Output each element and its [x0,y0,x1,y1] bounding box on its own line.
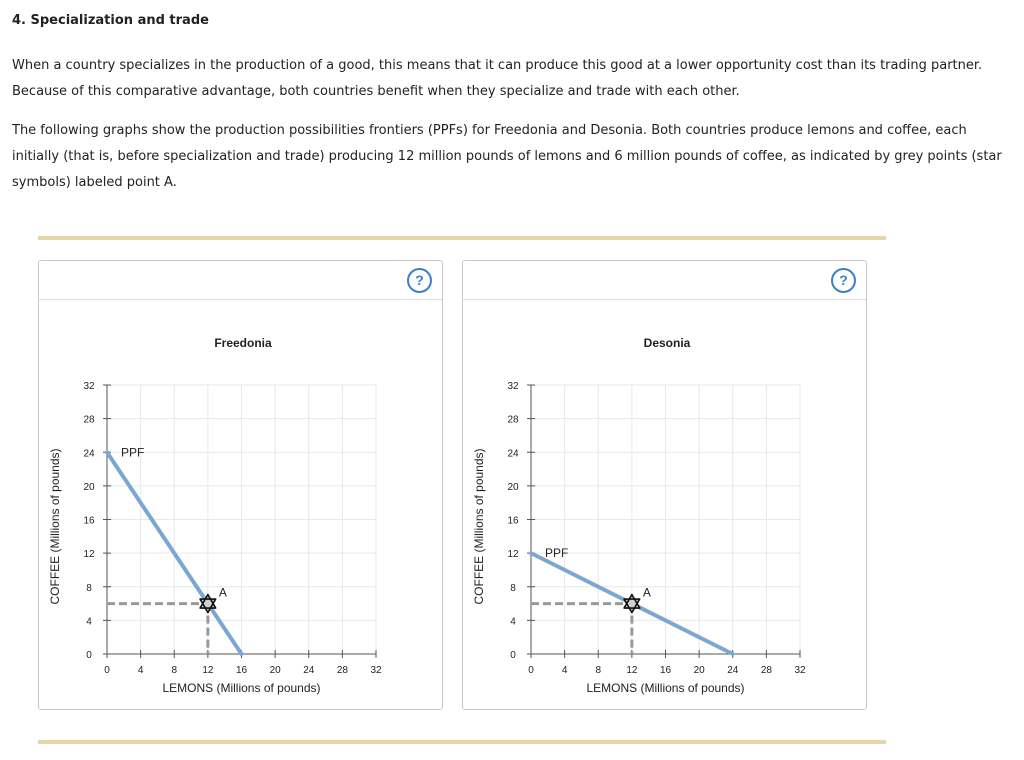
x-tick-label: 20 [693,665,705,676]
desonia-graph-panel [462,260,867,710]
x-tick-label: 12 [202,665,214,676]
point-a-label: A [642,585,651,600]
chart-title: Freedonia [214,336,272,350]
help-icon[interactable]: ? [407,268,432,293]
question-title: 4. Specialization and trade [12,13,209,28]
x-tick-label: 16 [235,665,248,676]
panel-header [463,261,866,300]
desonia-chart[interactable] [463,301,866,706]
chart-title: Desonia [643,336,691,350]
x-tick-label: 0 [104,665,110,676]
y-axis-label: COFFEE (Millions of pounds) [48,448,62,605]
x-tick-label: 28 [760,665,772,676]
x-tick-label: 8 [595,665,602,676]
x-axis-label: LEMONS (Millions of pounds) [586,681,745,695]
x-tick-label: 24 [727,665,739,676]
y-tick-label: 16 [507,515,519,527]
x-tick-label: 4 [137,665,144,676]
freedonia-graph-panel [38,260,443,710]
x-tick-label: 4 [561,665,568,676]
y-tick-label: 20 [507,481,519,493]
y-tick-label: 28 [507,414,519,426]
y-tick-label: 12 [507,549,519,561]
y-tick-label: 16 [83,515,95,527]
top-divider [38,236,886,240]
y-tick-label: 20 [83,481,95,493]
point-a-star-marker [624,595,640,613]
graph-description-paragraph: The following graphs show the production possibilities frontiers (PPFs) for Freedonia and Desonia. Both countries produce lemons and coffee, each initially (that is, before specialization and trade) producing 12 million pounds of lemons and 6 million pounds of coffee, as indicated by grey points (star symbols) labeled point A. [12,123,1002,190]
y-axis-label: COFFEE (Millions of pounds) [472,448,486,605]
x-tick-label: 0 [528,665,534,676]
y-tick-label: 24 [507,448,519,460]
y-tick-label: 8 [86,582,92,594]
y-tick-label: 32 [83,381,95,392]
freedonia-chart[interactable] [39,301,442,706]
y-tick-label: 4 [510,616,516,628]
y-tick-label: 28 [83,414,95,426]
x-tick-label: 12 [626,665,638,676]
x-tick-label: 32 [370,665,382,676]
intro-paragraph: When a country specializes in the production of a good, this means that it can produce this good at a lower opportunity cost than its trading partner. Because of this comparative advantage, both countries benefit when they specialize and trade with each other. [12,58,983,99]
y-tick-label: 0 [510,650,516,661]
x-tick-label: 28 [336,665,348,676]
y-tick-label: 0 [86,650,92,661]
x-tick-label: 24 [303,665,315,676]
bottom-divider [38,740,886,744]
y-tick-label: 8 [510,582,516,594]
x-tick-label: 8 [171,665,178,676]
x-axis-label: LEMONS (Millions of pounds) [162,681,321,695]
y-tick-label: 12 [83,549,95,561]
panel-header [39,261,442,300]
x-tick-label: 16 [659,665,672,676]
y-tick-label: 32 [507,381,519,392]
ppf-label: PPF [121,445,145,460]
x-tick-label: 20 [269,665,281,676]
y-tick-label: 24 [83,448,95,460]
ppf-label: PPF [545,546,569,561]
y-tick-label: 4 [86,616,92,628]
help-icon[interactable]: ? [831,268,856,293]
x-tick-label: 32 [794,665,806,676]
point-a-label: A [218,585,227,600]
